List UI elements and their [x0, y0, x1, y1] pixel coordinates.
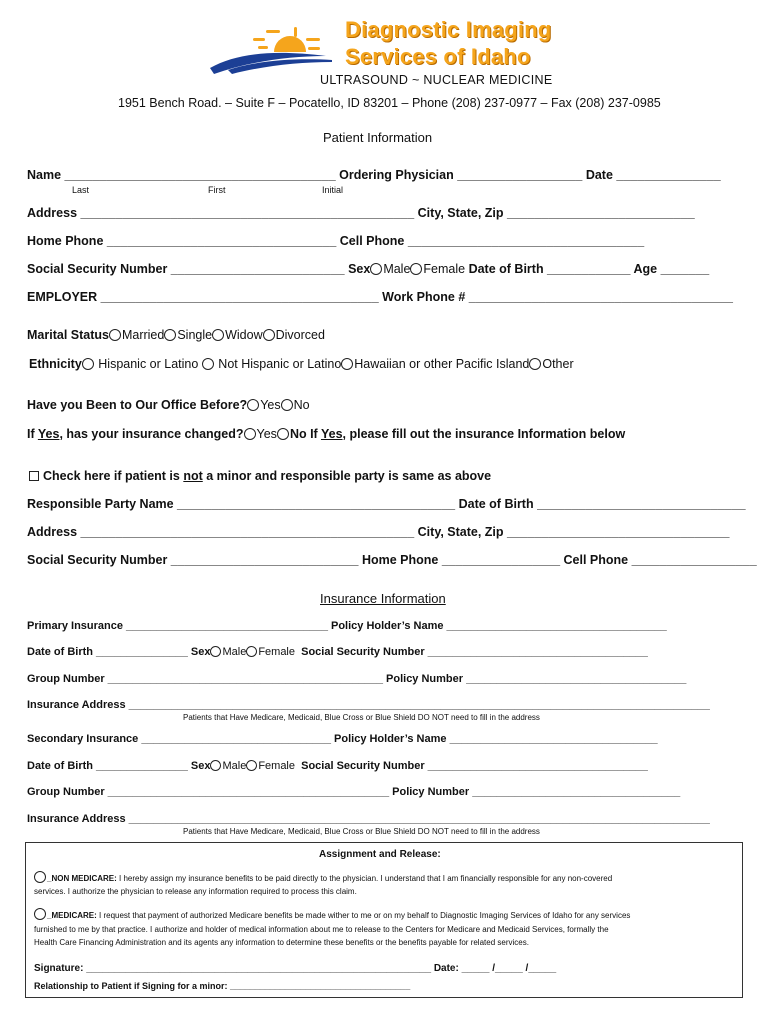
responsible-address-field[interactable]: Address ________________________________________________ City, State, Zip ________________________________ [27, 525, 730, 539]
non-medicare-text-2: services. I authorize the physician to release any information required to process this claim. [34, 887, 357, 896]
fill-out-instruction: , please fill out the insurance Information below [342, 427, 626, 441]
sub-label-first: First [208, 185, 226, 195]
been-before-no-label: No [293, 398, 310, 412]
secondary-male-label: Male [222, 760, 247, 772]
ethnicity-not-hispanic-radio[interactable] [202, 358, 214, 370]
marital-status-label: Marital Status [27, 328, 109, 342]
ethnicity-other-radio[interactable] [529, 358, 541, 370]
same-as-above-checkbox[interactable] [29, 471, 39, 481]
secondary-sex-label: Sex [190, 760, 211, 772]
primary-dob-field[interactable]: Date of Birth _______________ [27, 646, 188, 658]
secondary-ssn-field[interactable]: Social Security Number ____________________________________ [301, 760, 648, 772]
primary-ssn-field[interactable]: Social Security Number ____________________________________ [301, 646, 648, 658]
ethnicity-row [29, 357, 574, 371]
if-label: If [27, 427, 38, 441]
been-before-row [27, 398, 310, 412]
marital-widow-label: Widow [225, 328, 263, 342]
non-medicare-label: _NON MEDICARE: [47, 874, 117, 883]
primary-dob-row [27, 646, 648, 658]
sex-female-radio[interactable] [410, 263, 422, 275]
home-phone-field[interactable]: Home Phone _________________________________ Cell Phone __________________________________ [27, 234, 645, 248]
marital-divorced-radio[interactable] [263, 329, 275, 341]
assignment-heading: Assignment and Release: [319, 849, 441, 860]
primary-address-note: Patients that Have Medicare, Medicaid, Blue Cross or Blue Shield DO NOT need to fill in the address [183, 713, 540, 722]
logo-title-line1: Diagnostic Imaging [345, 17, 552, 42]
marital-single-radio[interactable] [164, 329, 176, 341]
secondary-sex-female-radio[interactable] [246, 760, 257, 771]
check-text-b: a minor and responsible party is same as above [202, 469, 492, 483]
primary-sex-label: Sex [190, 646, 211, 658]
signature-field[interactable]: Signature: ______________________________________________________________ Date: _____ /_____ /_____ [34, 963, 557, 974]
check-text-a: Check here if patient is [43, 469, 184, 483]
marital-single-label: Single [177, 328, 213, 342]
medicare-row [34, 908, 630, 920]
ssn-sex-row [27, 262, 709, 276]
primary-male-label: Male [222, 646, 247, 658]
secondary-dob-row [27, 760, 648, 772]
assignment-box [25, 842, 743, 998]
insurance-changed-yes-label: Yes [256, 427, 277, 441]
insurance-changed-row [27, 427, 625, 441]
ethnicity-hawaiian-radio[interactable] [341, 358, 353, 370]
sub-label-last: Last [72, 185, 90, 195]
primary-female-label: Female [258, 646, 299, 658]
primary-sex-female-radio[interactable] [246, 646, 257, 657]
yes-underlined-2: Yes [320, 427, 343, 441]
logo-title-line2: Services of Idaho [345, 44, 531, 69]
secondary-group-field[interactable]: Group Number ______________________________________________ Policy Number __________________________________ [27, 786, 681, 798]
primary-group-field[interactable]: Group Number _____________________________________________ Policy Number ____________________________________ [27, 673, 687, 685]
yes-underlined: Yes [37, 427, 60, 441]
employer-field[interactable]: EMPLOYER ________________________________________ Work Phone # ______________________________________ [27, 290, 733, 304]
sub-label-initial: Initial [322, 185, 344, 195]
ethnicity-other-label: Other [542, 357, 574, 371]
marital-divorced-label: Divorced [275, 328, 325, 342]
medicare-text-2: furnished to me by that practice. I authorize and holder of medical information about me to release to the Centers for Medicare and Medicaid Services, formally the [34, 925, 609, 934]
patient-info-heading: Patient Information [323, 130, 433, 145]
marital-widow-radio[interactable] [212, 329, 224, 341]
secondary-sex-male-radio[interactable] [210, 760, 221, 771]
secondary-dob-field[interactable]: Date of Birth _______________ [27, 760, 188, 772]
responsible-ssn-field[interactable]: Social Security Number ___________________________ Home Phone _________________ Cell Phone __________________ [27, 553, 757, 567]
responsible-name-field[interactable]: Responsible Party Name ________________________________________ Date of Birth ______________________________ [27, 497, 746, 511]
relationship-field[interactable]: Relationship to Patient if Signing for a minor: ____________________________________ [34, 981, 411, 991]
name-field[interactable]: Name _______________________________________ Ordering Physician __________________ Date _______________ [27, 168, 721, 182]
medicare-label: _MEDICARE: [47, 911, 97, 920]
check-not: not [183, 469, 203, 483]
been-before-yes-radio[interactable] [247, 399, 259, 411]
marital-married-label: Married [121, 328, 165, 342]
insurance-changed-label: , has your insurance changed? [59, 427, 244, 441]
secondary-insurance-field[interactable]: Secondary Insurance _______________________________ Policy Holder’s Name __________________________________ [27, 733, 658, 745]
ethnicity-hispanic-radio[interactable] [82, 358, 94, 370]
sex-male-label: Male [383, 262, 411, 276]
secondary-female-label: Female [258, 760, 299, 772]
ethnicity-not-hispanic-label: Not Hispanic or Latino [214, 357, 342, 371]
secondary-address-note: Patients that Have Medicare, Medicaid, Blue Cross or Blue Shield DO NOT need to fill in the address [183, 827, 540, 836]
medicare-radio[interactable] [34, 908, 46, 920]
ethnicity-hispanic-label: Hispanic or Latino [94, 357, 202, 371]
dob-age-field[interactable]: Date of Birth ____________ Age _______ [468, 262, 710, 276]
marital-status-row [27, 328, 325, 342]
address-field[interactable]: Address ________________________________________________ City, State, Zip ___________________________ [27, 206, 695, 220]
non-medicare-text-1: I hereby assign my insurance benefits to be paid directly to the physician. I understand that I am financially responsible for any non-covered [116, 874, 613, 883]
been-before-yes-label: Yes [260, 398, 281, 412]
marital-married-radio[interactable] [109, 329, 121, 341]
clinic-address: 1951 Bench Road. – Suite F – Pocatello, ID 83201 – Phone (208) 237-0977 – Fax (208) 237-0985 [118, 96, 661, 110]
primary-insurance-field[interactable]: Primary Insurance _________________________________ Policy Holder’s Name ____________________________________ [27, 620, 667, 632]
medicare-text-3: Health Care Financing Administration and its agents any information to determine these benefits or the benefits payable for related services. [34, 938, 529, 947]
sex-female-label: Female [423, 262, 466, 276]
ethnicity-hawaiian-label: Hawaiian or other Pacific Island [354, 357, 530, 371]
medicare-text-1: I request that payment of authorized Medicare benefits be made wither to me or on my behalf to Diagnostic Imaging Services of Idaho for any services [96, 911, 631, 920]
company-logo-icon [208, 22, 338, 77]
been-before-no-radio[interactable] [281, 399, 293, 411]
insurance-changed-no-radio[interactable] [277, 428, 289, 440]
sex-male-radio[interactable] [370, 263, 382, 275]
primary-sex-male-radio[interactable] [210, 646, 221, 657]
same-as-above-row [29, 469, 491, 483]
logo-subtitle: ULTRASOUND ~ NUCLEAR MEDICINE [320, 73, 553, 87]
secondary-ins-address-field[interactable]: Insurance Address _______________________________________________________________________________________________ [27, 813, 710, 825]
primary-ins-address-field[interactable]: Insurance Address _______________________________________________________________________________________________ [27, 699, 710, 711]
non-medicare-row [34, 871, 612, 883]
ethnicity-label: Ethnicity [29, 357, 82, 371]
no-if-label: No If [289, 427, 321, 441]
non-medicare-radio[interactable] [34, 871, 46, 883]
been-before-label: Have you Been to Our Office Before? [27, 398, 248, 412]
ssn-field[interactable]: Social Security Number _________________________ Sex [27, 262, 371, 276]
insurance-changed-yes-radio[interactable] [244, 428, 256, 440]
insurance-info-heading: Insurance Information [320, 591, 446, 606]
